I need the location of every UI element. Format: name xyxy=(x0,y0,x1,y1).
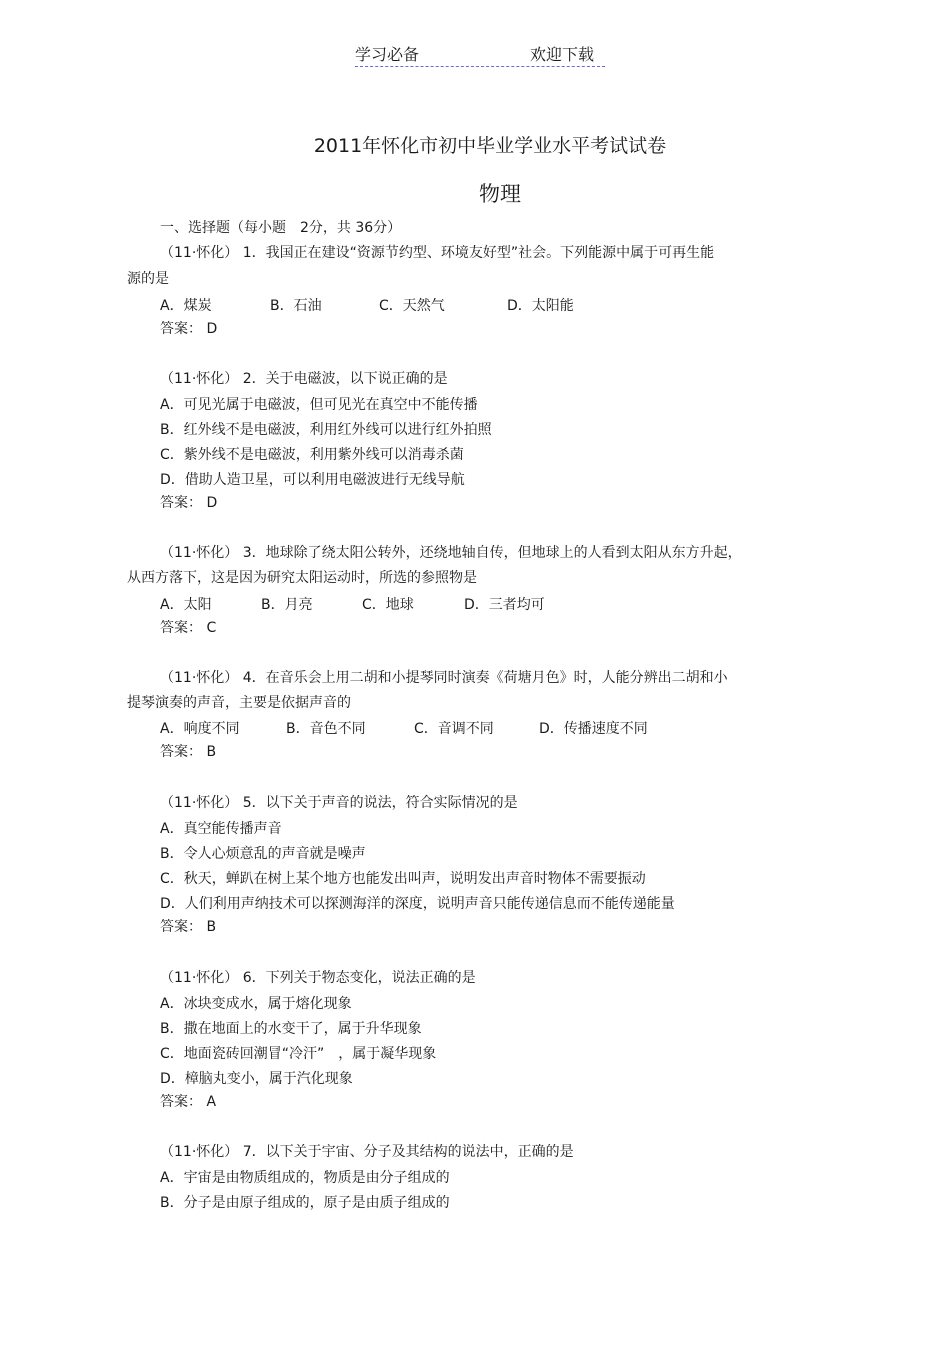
option-c: C．天然气 xyxy=(379,298,445,314)
header-right-text: 欢迎下载 xyxy=(530,45,595,64)
question-7-option-a: A．宇宙是由物质组成的，物质是由分子组成的 xyxy=(160,1170,450,1186)
question-2-option-b: B．红外线不是电磁波，利用红外线可以进行红外拍照 xyxy=(160,422,492,438)
question-4-answer: 答案： B xyxy=(160,744,217,760)
question-1-stem: （11·怀化） 1．我国正在建设“资源节约型、环境友好型”社会。下列能源中属于可再生能 xyxy=(160,245,715,261)
section-heading: 一、选择题（每小题 2分，共 36分） xyxy=(160,220,402,236)
question-3-answer: 答案： C xyxy=(160,620,217,636)
page-header xyxy=(355,42,605,67)
option-b: B．石油 xyxy=(270,298,322,314)
exam-subject: 物理 xyxy=(479,182,521,206)
question-6-stem: （11·怀化） 6．下列关于物态变化，说法正确的是 xyxy=(160,970,476,986)
question-2-option-a: A．可见光属于电磁波，但可见光在真空中不能传播 xyxy=(160,397,478,413)
question-5-option-a: A．真空能传播声音 xyxy=(160,821,282,837)
question-6-option-a: A．冰块变成水，属于熔化现象 xyxy=(160,996,352,1012)
question-2-option-d: D．借助人造卫星，可以利用电磁波进行无线导航 xyxy=(160,472,465,488)
question-3-stem: （11·怀化） 3．地球除了绕太阳公转外，还绕地轴自传，但地球上的人看到太阳从东方升起， xyxy=(160,545,742,561)
option-a: A．太阳 xyxy=(160,597,212,613)
option-a: A．煤炭 xyxy=(160,298,212,314)
question-6-option-d: D．樟脑丸变小，属于汽化现象 xyxy=(160,1071,353,1087)
question-7-stem: （11·怀化） 7．以下关于宇宙、分子及其结构的说法中，正确的是 xyxy=(160,1144,574,1160)
question-3-stem-cont: 从西方落下，这是因为研究太阳运动时，所选的参照物是 xyxy=(127,570,477,586)
option-d: D．传播速度不同 xyxy=(539,721,648,737)
question-2-answer: 答案： D xyxy=(160,495,218,511)
question-1-answer: 答案： D xyxy=(160,321,218,337)
option-b: B．音色不同 xyxy=(286,721,366,737)
question-5-option-d: D．人们利用声纳技术可以探测海洋的深度，说明声音只能传递信息而不能传递能量 xyxy=(160,896,675,912)
question-5-answer: 答案： B xyxy=(160,919,217,935)
question-6-answer: 答案： A xyxy=(160,1094,217,1110)
header-left-text: 学习必备 xyxy=(355,45,420,64)
question-1-stem-cont: 源的是 xyxy=(127,271,169,287)
question-4-stem-cont: 提琴演奏的声音，主要是依据声音的 xyxy=(127,695,351,711)
option-c: C．音调不同 xyxy=(414,721,494,737)
option-d: D．太阳能 xyxy=(507,298,574,314)
option-d: D．三者均可 xyxy=(464,597,545,613)
question-5-stem: （11·怀化） 5．以下关于声音的说法，符合实际情况的是 xyxy=(160,795,518,811)
question-5-option-c: C．秋天，蝉趴在树上某个地方也能发出叫声，说明发出声音时物体不需要振动 xyxy=(160,871,646,887)
option-a: A．响度不同 xyxy=(160,721,240,737)
question-6-option-c: C．地面瓷砖回潮冒“冷汗” ，属于凝华现象 xyxy=(160,1046,437,1062)
question-2-option-c: C．紫外线不是电磁波，利用紫外线可以消毒杀菌 xyxy=(160,447,464,463)
question-7-option-b: B．分子是由原子组成的，原子是由质子组成的 xyxy=(160,1195,450,1211)
question-4-stem: （11·怀化） 4．在音乐会上用二胡和小提琴同时演奏《荷塘月色》时，人能分辨出二胡和小 xyxy=(160,670,728,686)
option-b: B．月亮 xyxy=(261,597,313,613)
question-2-stem: （11·怀化） 2．关于电磁波，以下说正确的是 xyxy=(160,371,448,387)
question-5-option-b: B．令人心烦意乱的声音就是噪声 xyxy=(160,846,366,862)
option-c: C．地球 xyxy=(362,597,414,613)
question-6-option-b: B．撒在地面上的水变干了，属于升华现象 xyxy=(160,1021,422,1037)
exam-title: 2011年怀化市初中毕业学业水平考试试卷 xyxy=(313,135,667,157)
